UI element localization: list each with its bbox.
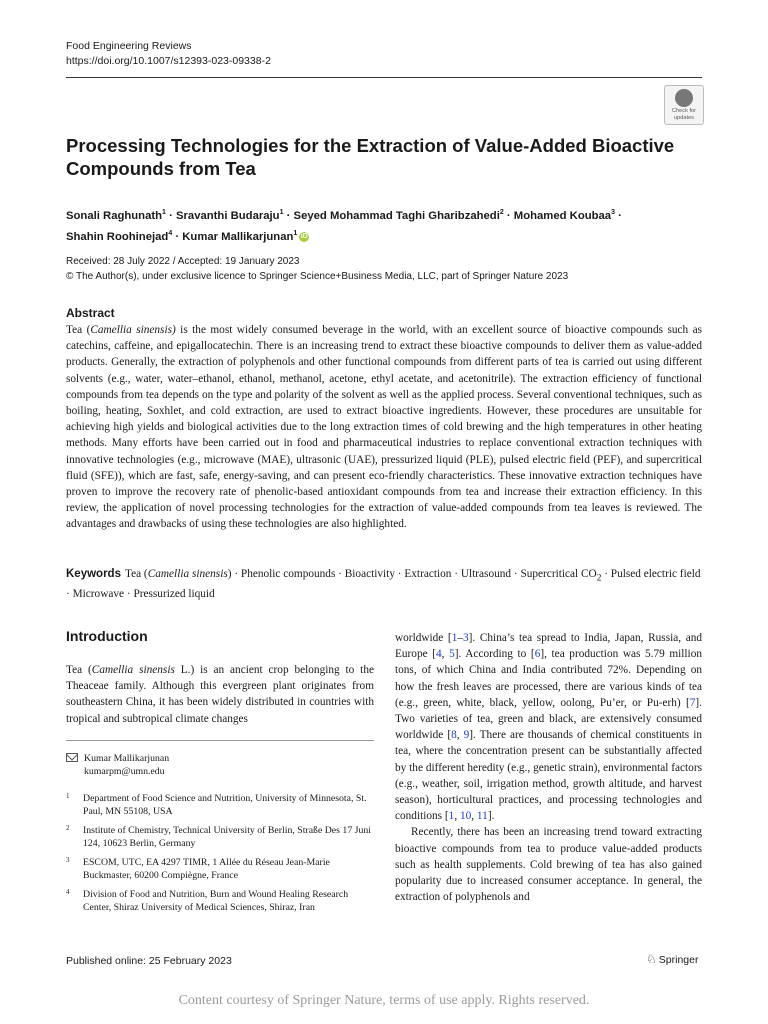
footnote-rule	[66, 740, 374, 741]
author-name[interactable]: Sonali Raghunath	[66, 209, 163, 222]
text-part: ,	[456, 729, 464, 742]
affiliation-3	[66, 856, 376, 882]
springer-logo[interactable]	[646, 952, 698, 966]
citation-link[interactable]: 4	[435, 648, 442, 661]
author-affil: 1	[279, 209, 284, 216]
intro-paragraph	[395, 630, 702, 824]
citation-link[interactable]: 3	[463, 632, 469, 644]
affiliation-number: 3	[66, 856, 70, 864]
text-part: –	[457, 632, 464, 644]
text-part: ]. There are thousands of chemical constituents in tea, where the concentration present can be substantially affected by the different heredity (e.g., genetic strain), environmental factors (e.g., weather, soil, irrigation method, growth altitude, and harvest season), horticultural practices, and processing technologies and conditions [	[395, 729, 702, 823]
journal-name: Food Engineering Reviews	[66, 40, 192, 52]
citation-link[interactable]: 10	[459, 810, 472, 823]
text-part: ,	[441, 648, 450, 661]
check-updates-icon	[675, 89, 693, 107]
author-affil: 1	[162, 209, 166, 216]
affiliation-text: Division of Food and Nutrition, Burn and Wound Healing Research Center, Shiraz University of Medical Sciences, Shiraz, Iran	[83, 889, 349, 913]
author-name[interactable]: Sravanthi Budaraju	[175, 209, 280, 222]
courtesy-notice: Content courtesy of Springer Nature, terms of use apply. Rights reserved.	[178, 993, 590, 1008]
affiliation-number: 2	[66, 824, 70, 832]
text-part: ], tea production was 5.79 million tons, of which China and India contributed 72%. Depending on how the fresh leaves are processed, there are various kinds of tea (e.g., green, white, black, yellow, oolong, Pu’er, or Pu-erh) [	[395, 648, 702, 709]
text-part: worldwide [	[395, 632, 452, 644]
keyword-part: Tea (	[124, 568, 148, 580]
citation-link[interactable]: 11	[476, 810, 488, 823]
author-affil: 3	[611, 209, 615, 216]
citation-link[interactable]: 6	[534, 648, 541, 661]
affiliation-4	[66, 888, 376, 914]
species-name: Camellia sinensis)	[90, 324, 176, 336]
keyword-species: Camellia sinensis	[147, 568, 228, 580]
abstract-part: is the most widely consumed beverage in the world, with an excellent source of bioactive compounds such as catechins, caffeine, and epigallocatechin. There is an increasing trend to extract these bioactive compounds to deliver them as value-added products. Generally, the extraction of polyphenols and other functional compounds from different parts of tea is carried out using different solvents (e.g., water, water–ethanol, ethanol, methanol, acetone, ethyl acetate, and acetonitrile). The extraction efficiency of functional compounds from tea depends on the type and polarity of the solvent as well as the applied process. Several conventional techniques, such as boiling, heating, Soxhlet, and cold extraction, are used to extract bioactive ingredients. However, these procedures are unsuitable for achieving high yields and biological activities due to the long extraction times of cold brewing and the high temperatures in other heating methods. Many efforts have been carried out in food and pharmaceutical industries to replace conventional extraction techniques with innovative technologies (e.g., microwave (MAE), ultrasonic (UAE), pressurized liquid (PLE), pulsed electric field (PEF), and supercritical fluid (SFE)), which are fast, safe, energy-saving, and can present eco-friendly characteristics. These innovative extraction techniques have proven to improve the recovery rate of phenolic-based antioxidant compounds from tea and increase their extraction efficiency. In this review, the application of novel processing technologies for the extraction of value-added compounds from tea leaves is reviewed. The advantages and drawbacks of using these technologies are also highlighted.	[66, 324, 702, 531]
introduction-heading: Introduction	[66, 628, 148, 644]
intro-paragraph: Recently, there has been an increasing trend toward extracting bioactive compounds from tea to produce value-added products such as health supplements. Cold brewing of tea has also gained popularity due to increased consumer acceptance. In general, the extraction of polyphenols and	[395, 826, 702, 904]
keywords-label: Keywords	[66, 568, 121, 580]
species-name: Camellia sinensis	[91, 664, 175, 676]
affiliation-number: 1	[66, 792, 70, 800]
author-separator: ·	[172, 230, 183, 243]
text-part: ]. Two varieties of tea, green and black, are extensively consumed worldwide [	[395, 696, 702, 742]
citation-link[interactable]: 1	[448, 810, 455, 823]
author-name[interactable]: Kumar Mallikarjunan	[182, 230, 294, 243]
citation-link[interactable]: 1	[451, 632, 458, 644]
author-separator: ·	[165, 209, 176, 222]
keyword-part: · Pulsed electric field · Microwave · Pressurized liquid	[66, 568, 701, 601]
text-part: ,	[471, 810, 477, 823]
citation-link[interactable]: 9	[463, 729, 470, 742]
orcid-icon[interactable]: iD	[300, 232, 308, 240]
author-affil: 4	[168, 229, 173, 237]
intro-paragraph	[66, 662, 374, 727]
author-separator: ·	[615, 209, 622, 222]
keyword-subscript: 2	[596, 573, 602, 584]
author-separator: ·	[283, 209, 294, 222]
author-name[interactable]: Shahin Roohinejad	[66, 230, 169, 243]
corr-email[interactable]: kumarpm@umn.edu	[84, 766, 165, 777]
text-part: L.) is an ancient crop belonging to the Theaceae family. Although this evergreen plant originates from southeastern China, it has been widely distributed in countries with tropical and subtropical climate changes	[66, 664, 374, 725]
author-name[interactable]: Seyed Mohammad Taghi Gharibzahedi	[293, 209, 500, 222]
header-rule	[66, 77, 702, 78]
affiliation-text: Department of Food Science and Nutrition, University of Minnesota, St. Paul, MN 55108, USA	[83, 793, 367, 817]
article-title: Processing Technologies for the Extraction of Value-Added Bioactive Compounds from Tea	[66, 135, 675, 179]
springer-horse-icon: ♘	[646, 952, 657, 966]
check-for-updates-badge[interactable]	[664, 85, 704, 125]
affiliation-text: Institute of Chemistry, Technical University of Berlin, Straße Des 17 Juni 124, 10623 Berlin, Germany	[83, 825, 371, 849]
text-part: ,	[454, 810, 460, 823]
author-list	[66, 204, 686, 246]
received-dates: Received: 28 July 2022 / Accepted: 19 January 2023	[66, 256, 300, 267]
affiliation-1	[66, 792, 376, 818]
intro-column-left	[66, 662, 374, 727]
corresponding-author	[66, 752, 169, 778]
keywords	[66, 566, 702, 603]
badge-line-2: updates	[674, 115, 694, 121]
text-part: ]. According to [	[454, 648, 535, 661]
citation-link[interactable]: 7	[689, 696, 696, 709]
citation-link[interactable]: 5	[449, 648, 455, 661]
published-date: Published online: 25 February 2023	[66, 955, 232, 967]
affiliation-2	[66, 824, 376, 850]
publisher-name: Springer	[658, 954, 699, 966]
mail-icon	[66, 753, 78, 762]
abstract-heading: Abstract	[66, 306, 115, 320]
affiliation-text: ESCOM, UTC, EA 4297 TIMR, 1 Allée du Réseau Jean-Marie Buckmaster, 60200 Compiègne, France	[83, 857, 330, 881]
text-part: ]. China’s tea spread to India, Japan, Russia, and Europe [	[395, 632, 703, 661]
author-name[interactable]: Mohamed Koubaa	[513, 209, 612, 222]
corr-name: Kumar Mallikarjunan	[84, 753, 170, 764]
keyword-part: ) · Phenolic compounds · Bioactivity · Extraction · Ultrasound · Supercritical CO	[227, 568, 597, 580]
abstract-part: Tea (	[66, 324, 91, 336]
badge-line-1: Check for	[672, 108, 696, 114]
doi-link[interactable]: https://doi.org/10.1007/s12393-023-09338-2	[66, 55, 271, 67]
text-part: Tea (	[66, 664, 92, 676]
author-separator: ·	[503, 209, 514, 222]
intro-column-right	[395, 630, 702, 905]
author-affil: 1	[293, 229, 298, 237]
text-part: ].	[487, 810, 495, 823]
copyright-line: © The Author(s), under exclusive licence to Springer Science+Business Media, LLC, part of Springer Nature 2023	[66, 271, 569, 282]
affiliation-number: 4	[66, 888, 70, 896]
abstract-text	[66, 322, 702, 533]
citation-link[interactable]: 8	[451, 729, 457, 742]
author-affil: 2	[499, 209, 504, 216]
